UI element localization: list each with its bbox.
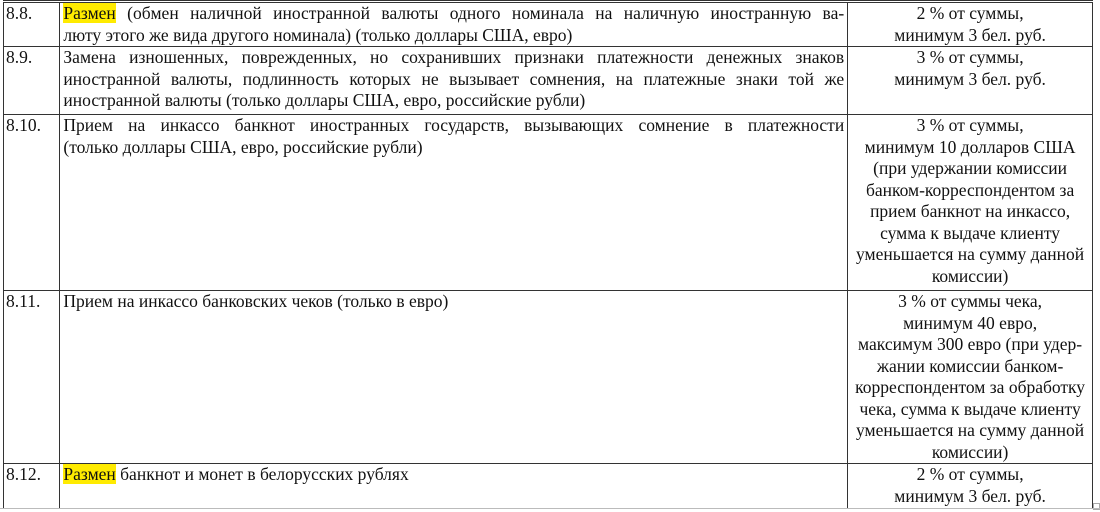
fee-cell [848,115,1093,291]
description-line [63,47,844,69]
fee-line: 3 % от суммы, [916,115,1024,135]
description-line [63,291,844,313]
fee-line: 2 % от суммы, [916,3,1024,23]
fee-line: минимум 3 бел. руб. [894,68,1046,89]
description-line [63,3,844,25]
fee-cell [848,464,1093,509]
fee-line: комиссии) [931,441,1009,462]
fee-cell [848,3,1093,47]
description-text: Прием на инкассо банкнот иностранных государств, вызывающих сомнение в платежности [63,115,845,135]
description-line [63,69,844,91]
description-line [63,115,844,137]
fee-line: (при удержании комиссии [873,158,1067,178]
service-description [60,464,848,509]
highlighted-term: Размен [63,464,116,484]
service-description [60,47,848,115]
item-number: 8.8. [4,3,60,47]
table-row [4,291,1093,464]
fee-cell [848,291,1093,464]
fee-line: корреспондентом за обработку [855,377,1086,397]
item-number: 8.9. [4,47,60,115]
fee-cell [848,47,1093,115]
fee-line: сумма к выдаче клиенту [880,222,1061,243]
description-text: Замена изношенных, поврежденных, но сохранивших признаки платежности денежных знаков [63,47,845,67]
fee-line: минимум 10 долларов США [864,136,1076,157]
description-line [63,464,844,486]
tariff-table [3,2,1093,509]
description-text: иностранной валюты, подлинность которых не вызывает сомнения, на платежные знаки той же [63,68,845,89]
table-row [4,3,1093,47]
description-text: (обмен наличной иностранной валюты одного номинала на наличную иностранную ва- [115,3,845,23]
service-description [60,115,848,291]
service-description [60,291,848,464]
fee-line: 3 % от суммы, [916,47,1024,67]
fee-line: комиссии) [931,265,1009,286]
item-number: 8.11. [4,291,60,464]
description-line [63,25,844,47]
description-text: Прием на инкассо банковских чеков (только в евро) [63,291,449,311]
fee-line: банком-корреспондентом за [865,179,1075,200]
description-line [63,90,844,112]
description-text: люту этого же вида другого номинала) (только доллары США, евро) [63,24,573,45]
fee-line: минимум 40 евро, [903,312,1038,333]
fee-line: уменьшается на сумму данной [856,420,1085,440]
service-description [60,3,848,47]
fee-line: минимум 3 бел. руб. [894,485,1046,506]
fee-line: 2 % от суммы, [916,464,1024,484]
item-number: 8.12. [4,464,60,509]
fee-line: чека, сумма к выдаче клиенту [859,398,1081,419]
highlighted-term: Размен [63,3,116,23]
fee-line: 3 % от суммы чека, [898,291,1043,311]
page-edge [0,508,1100,509]
fee-line: максимум 300 евро (при удер- [858,334,1083,354]
item-number: 8.10. [4,115,60,291]
description-text: (только доллары США, евро, российские рубли) [63,136,423,157]
fee-line: минимум 3 бел. руб. [894,24,1046,45]
description-text: банкнот и монет в белорусских рублях [115,464,409,484]
table-row [4,464,1093,509]
fee-line: прием банкнот на инкассо, [870,201,1071,221]
table-row [4,115,1093,291]
fee-line: жании комиссии банком- [876,355,1064,376]
description-line [63,137,844,159]
description-text: иностранной валюты (только доллары США, евро, российские рубли) [63,90,586,110]
fee-line: уменьшается на сумму данной [856,244,1085,264]
table-row [4,47,1093,115]
